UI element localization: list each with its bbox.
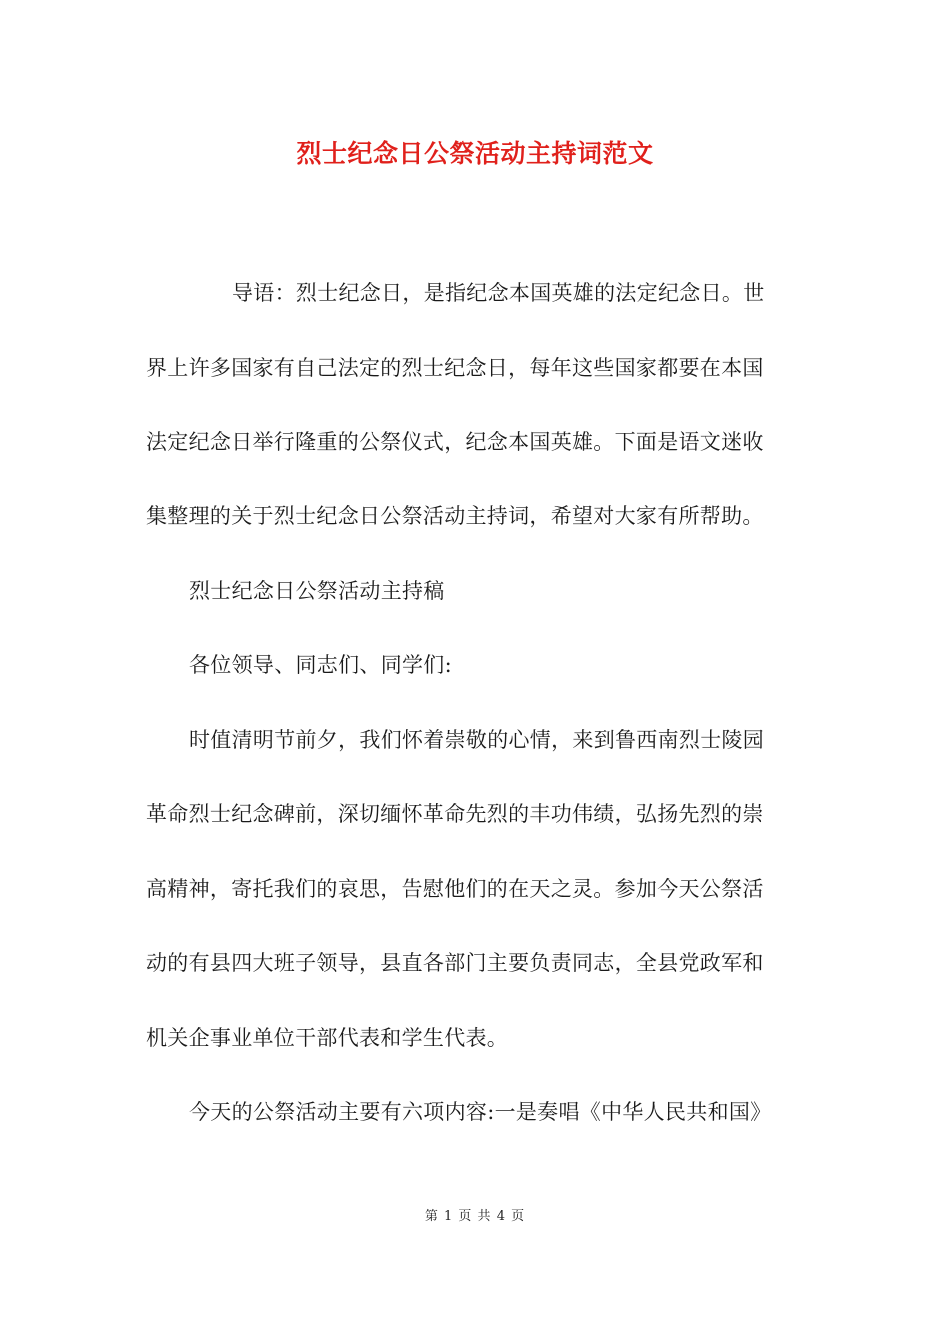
salutation: 各位领导、同志们、同学们: (189, 653, 452, 677)
agenda-line-1: 今天的公祭活动主要有六项内容:一是奏唱《中华人民共和国》 (189, 1100, 772, 1124)
section-heading: 烈士纪念日公祭活动主持稿 (189, 579, 445, 603)
intro-line-1: 导语：烈士纪念日，是指纪念本国英雄的法定纪念日。世 (232, 281, 765, 305)
intro-line-2: 界上许多国家有自己法定的烈士纪念日，每年这些国家都要在本国 (146, 356, 764, 380)
intro-line-3: 法定纪念日举行隆重的公祭仪式，纪念本国英雄。下面是语文迷收 (146, 430, 764, 454)
paragraph-line-3: 高精神，寄托我们的哀思，告慰他们的在天之灵。参加今天公祭活 (146, 877, 764, 901)
intro-line-4: 集整理的关于烈士纪念日公祭活动主持词，希望对大家有所帮助。 (146, 504, 764, 528)
paragraph-line-2: 革命烈士纪念碑前，深切缅怀革命先烈的丰功伟绩，弘扬先烈的崇 (146, 802, 764, 826)
paragraph-line-1: 时值清明节前夕，我们怀着崇敬的心情，来到鲁西南烈士陵园 (189, 728, 765, 752)
paragraph-line-4: 动的有县四大班子领导，县直各部门主要负责同志，全县党政军和 (146, 951, 764, 975)
paragraph-line-5: 机关企事业单位干部代表和学生代表。 (146, 1026, 509, 1050)
page-footer: 第 1 页 共 4 页 (424, 1209, 526, 1224)
document-title: 烈士纪念日公祭活动主持词范文 (296, 139, 654, 168)
